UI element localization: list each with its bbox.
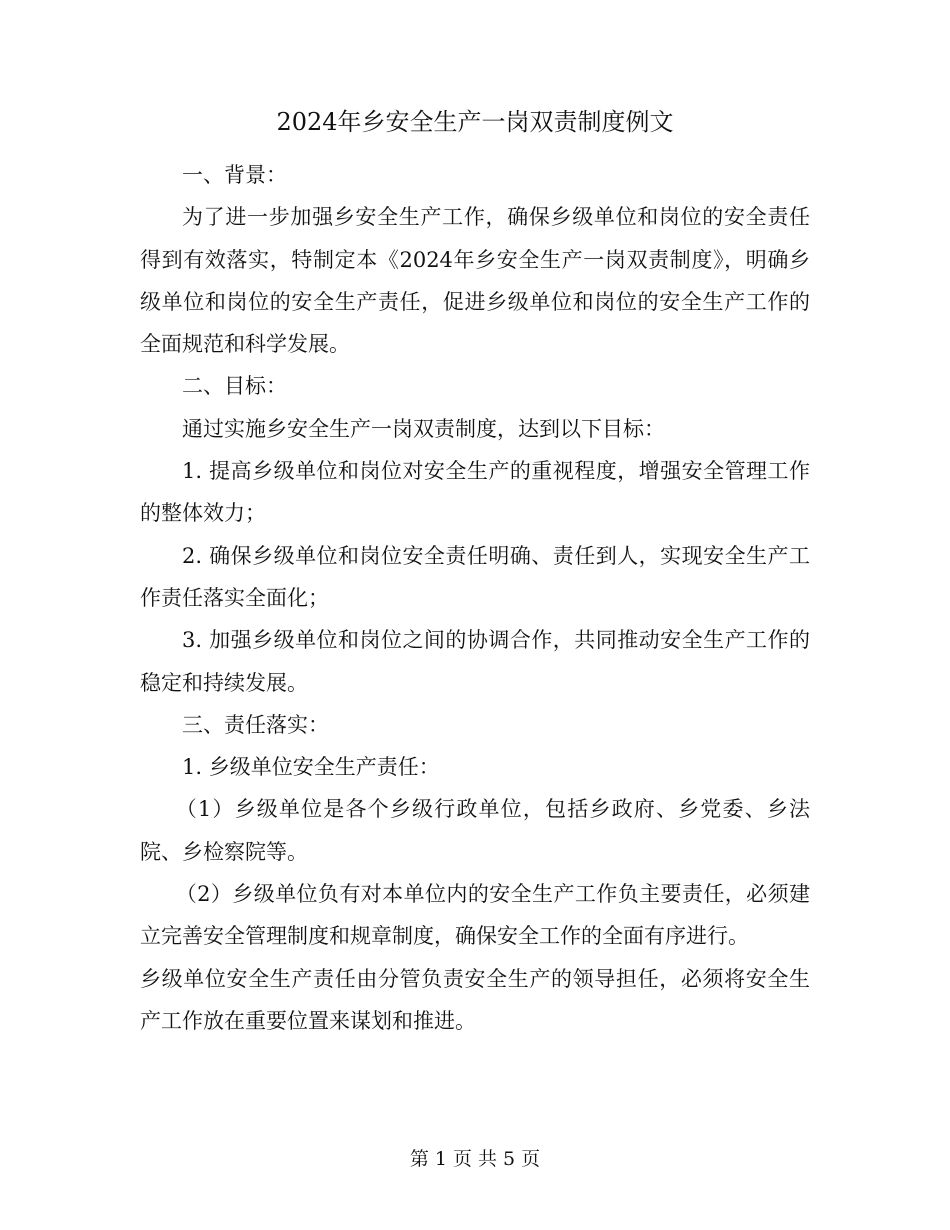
goal-item-1: 1. 提高乡级单位和岗位对安全生产的重视程度，增强安全管理工作的整体效力； <box>140 459 810 526</box>
section-heading-goals: 二、目标： <box>182 374 287 399</box>
paragraph-goals-intro: 通过实施乡安全生产一岗双责制度，达到以下目标： <box>182 416 665 441</box>
responsibility-subitem-1: （1）乡级单位是各个乡级行政单位，包括乡政府、乡党委、乡法院、乡检察院等。 <box>140 797 810 864</box>
responsibility-item-1: 1. 乡级单位安全生产责任： <box>182 755 440 780</box>
section-heading-responsibility: 三、责任落实： <box>182 712 329 737</box>
paragraph-responsibility-leader: 乡级单位安全生产责任由分管负责安全生产的领导担任，必须将安全生产工作放在重要位置来谋划和推进。 <box>140 966 810 1033</box>
page-number-label: 第 1 页 共 5 页 <box>409 1148 541 1170</box>
document-title: 2024年乡安全生产一岗双责制度例文 <box>276 108 674 136</box>
section-heading-background: 一、背景： <box>182 163 287 187</box>
responsibility-subitem-2: （2）乡级单位负有对本单位内的安全生产工作负主要责任，必须建立完善安全管理制度和规章制度，确保安全工作的全面有序进行。 <box>140 882 810 949</box>
document-body <box>140 154 810 1042</box>
page-footer <box>0 1144 950 1174</box>
paragraph-background: 为了进一步加强乡安全生产工作，确保乡级单位和岗位的安全责任得到有效落实，特制定本《2024年乡安全生产一岗双责制度》，明确乡级单位和岗位的安全生产责任，促进乡级单位和岗位的安全生产工作的全面规范和科学发展。 <box>140 205 810 357</box>
goal-item-2: 2. 确保乡级单位和岗位安全责任明确、责任到人，实现安全生产工作责任落实全面化； <box>140 543 810 610</box>
goal-item-3: 3. 加强乡级单位和岗位之间的协调合作，共同推动安全生产工作的稳定和持续发展。 <box>140 628 810 695</box>
